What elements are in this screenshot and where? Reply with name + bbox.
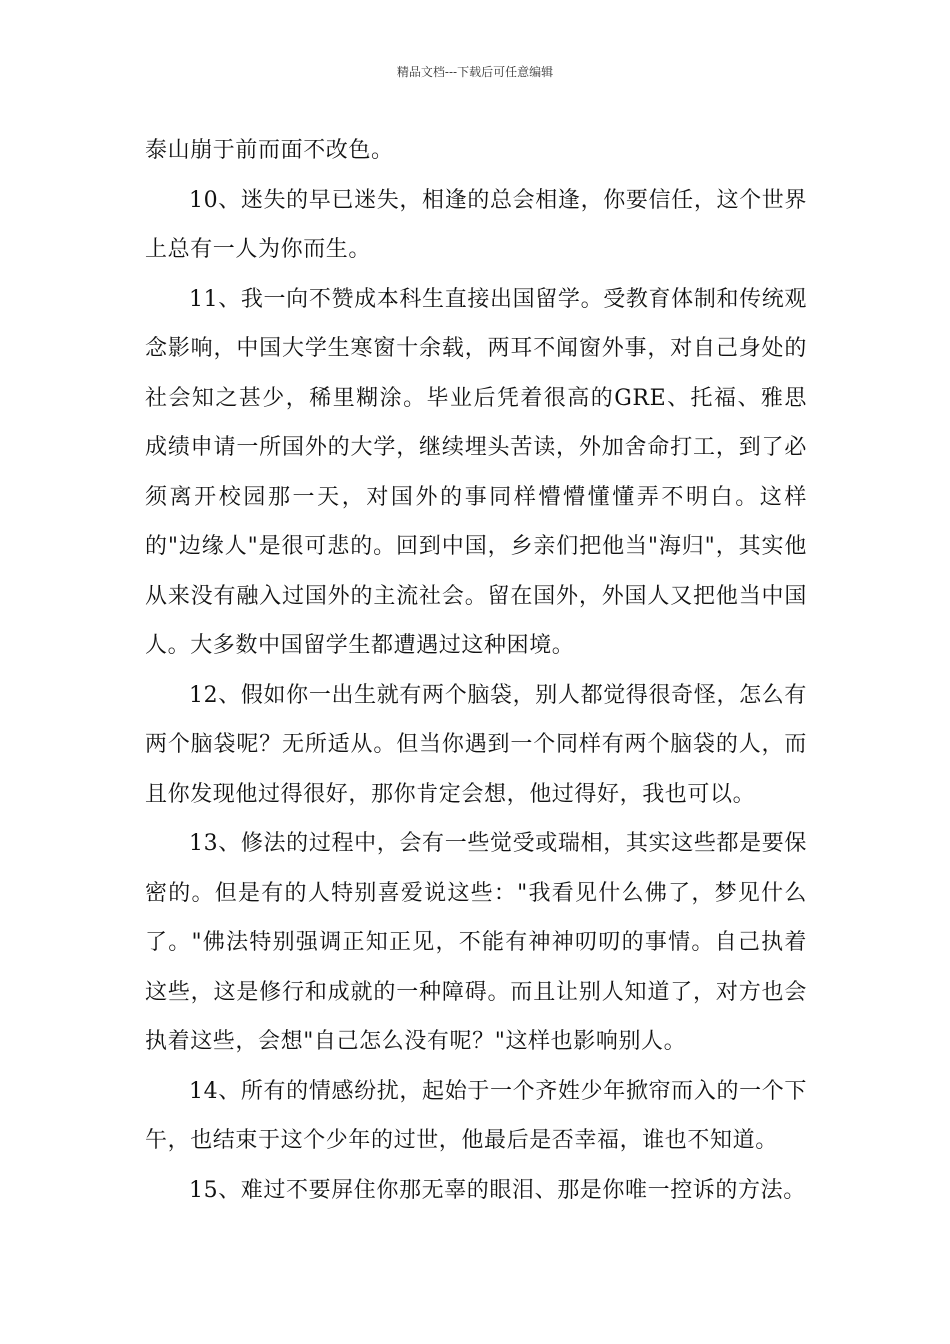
paragraph: 14、所有的情感纷扰，起始于一个齐姓少年掀帘而入的一个下午，也结束于这个少年的过世，他最后是否幸福，谁也不知道。	[145, 1078, 807, 1153]
paragraph: 13、修法的过程中，会有一些觉受或瑞相，其实这些都是要保密的。但是有的人特别喜爱说这些："我看见什么佛了，梦见什么了。"佛法特别强调正知正见，不能有神神叨叨的事情。自己执着这些，这是修行和成就的一种障碍。而且让别人知道了，对方也会执着这些，会想"自己怎么没有呢？"这样也影响别人。	[145, 831, 807, 1054]
paragraph: 泰山崩于前而面不改色。	[145, 138, 394, 163]
paragraph: 12、假如你一出生就有两个脑袋，别人都觉得很奇怪，怎么有两个脑袋呢？无所适从。但当你遇到一个同样有两个脑袋的人，而且你发现他过得很好，那你肯定会想，他过得好，我也可以。	[145, 682, 807, 807]
paragraph: 15、难过不要屏住你那无辜的眼泪、那是你唯一控诉的方法。	[189, 1177, 806, 1203]
page-header: 精品文档---下载后可任意编辑	[396, 65, 554, 79]
paragraph: 10、迷失的早已迷失，相逢的总会相逢，你要信任，这个世界上总有一人为你而生。	[145, 187, 807, 262]
paragraph: 11、我一向不赞成本科生直接出国留学。受教育体制和传统观念影响，中国大学生寒窗十余载，两耳不闻窗外事，对自己身处的社会知之甚少，稀里糊涂。毕业后凭着很高的GRE、托福、雅思成绩申请一所国外的大学，继续埋头苦读，外加舍命打工，到了必须离开校园那一天，对国外的事同样懵懵懂懂弄不明白。这样的"边缘人"是很可悲的。回到中国，乡亲们把他当"海归"，其实他从来没有融入过国外的主流社会。留在国外，外国人又把他当中国人。大多数中国留学生都遭遇过这种困境。	[145, 286, 807, 658]
document-body	[145, 126, 807, 1215]
